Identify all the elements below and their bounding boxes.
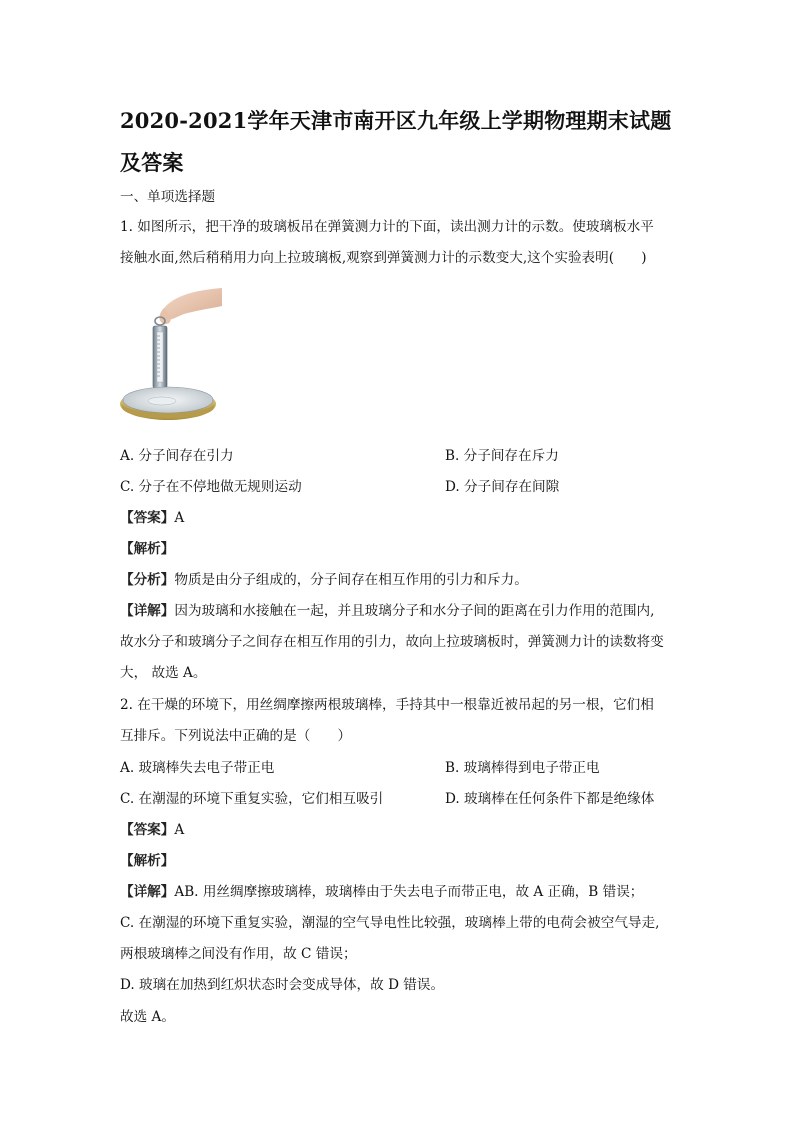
q2-answer xyxy=(120,820,184,840)
q2-detail-line-1 xyxy=(120,882,643,902)
q1-stem-line-2: 接触水面,然后稍稍用力向上拉玻璃板,观察到弹簧测力计的示数变大,这个实验表明( ) xyxy=(120,250,647,266)
detail-text: AB. 用丝绸摩擦玻璃棒，玻璃棒由于失去电子而带正电，故 A 正确，B 错误； xyxy=(174,884,644,900)
analysis-tag: 【解析】 xyxy=(120,541,175,557)
q1-option-a: A. 分子间存在引力 xyxy=(120,448,234,464)
q2-option-c: C. 在潮湿的环境下重复实验，它们相互吸引 xyxy=(120,791,384,807)
q1-analysis-heading xyxy=(120,539,174,559)
q2-analysis-heading xyxy=(120,851,174,871)
q2-option-b: B. 玻璃棒得到电子带正电 xyxy=(445,760,600,776)
q2-detail-line-3: 两根玻璃棒之间没有作用，故 C 错误； xyxy=(120,946,357,962)
answer-tag: 【答案】 xyxy=(120,822,175,838)
q2-stem-line-1: 2. 在干燥的环境下，用丝绸摩擦两根玻璃棒，手持其中一根靠近被吊起的另一根，它们相 xyxy=(120,697,654,713)
analysis-tag: 【解析】 xyxy=(120,853,175,869)
q1-option-c: C. 分子在不停地做无规则运动 xyxy=(120,479,302,495)
detail-tag: 【详解】 xyxy=(120,884,175,900)
spring-scale-glass-plate-water-figure xyxy=(118,284,222,424)
q1-option-d: D. 分子间存在间隙 xyxy=(445,479,560,495)
q1-answer xyxy=(120,508,184,528)
q1-option-b: B. 分子间存在斥力 xyxy=(445,448,559,464)
answer-value: A xyxy=(174,510,185,526)
q2-detail-line-2: C. 在潮湿的环境下重复实验，潮湿的空气导电性比较强，玻璃棒上带的电荷会被空气导走, xyxy=(120,915,660,931)
q1-detail-line-3: 大， 故选 A。 xyxy=(120,665,207,681)
q1-detail-line-2: 故水分子和玻璃分子之间存在相互作用的引力，故向上拉玻璃板时，弹簧测力计的读数将变 xyxy=(120,634,664,650)
detail-text: 因为玻璃和水接触在一起，并且玻璃分子和水分子间的距离在引力作用的范围内, xyxy=(174,603,655,619)
fenxi-text: 物质是由分子组成的，分子间存在相互作用的引力和斥力。 xyxy=(174,572,528,588)
q2-stem-line-2: 互排斥。下列说法中正确的是（ ） xyxy=(120,728,352,744)
answer-tag: 【答案】 xyxy=(120,510,175,526)
detail-tag: 【详解】 xyxy=(120,603,175,619)
q2-detail-line-4: D. 玻璃在加热到红炽状态时会变成导体，故 D 错误。 xyxy=(120,977,445,993)
q1-stem-line-1: 1. 如图所示，把干净的玻璃板吊在弹簧测力计的下面，读出测力计的示数。使玻璃板水平 xyxy=(120,219,654,235)
q1-fenxi xyxy=(120,570,528,590)
q2-option-a: A. 玻璃棒失去电子带正电 xyxy=(120,760,275,776)
q2-conclusion: 故选 A。 xyxy=(120,1009,175,1025)
q2-option-d: D. 玻璃棒在任何条件下都是绝缘体 xyxy=(445,791,655,807)
section-heading: 一、单项选择题 xyxy=(120,189,216,205)
answer-value: A xyxy=(174,822,185,838)
document-title: 2020-2021学年天津市南开区九年级上学期物理期末试题及答案 xyxy=(120,108,672,175)
q1-detail-line-1 xyxy=(120,601,654,621)
fenxi-tag: 【分析】 xyxy=(120,572,175,588)
